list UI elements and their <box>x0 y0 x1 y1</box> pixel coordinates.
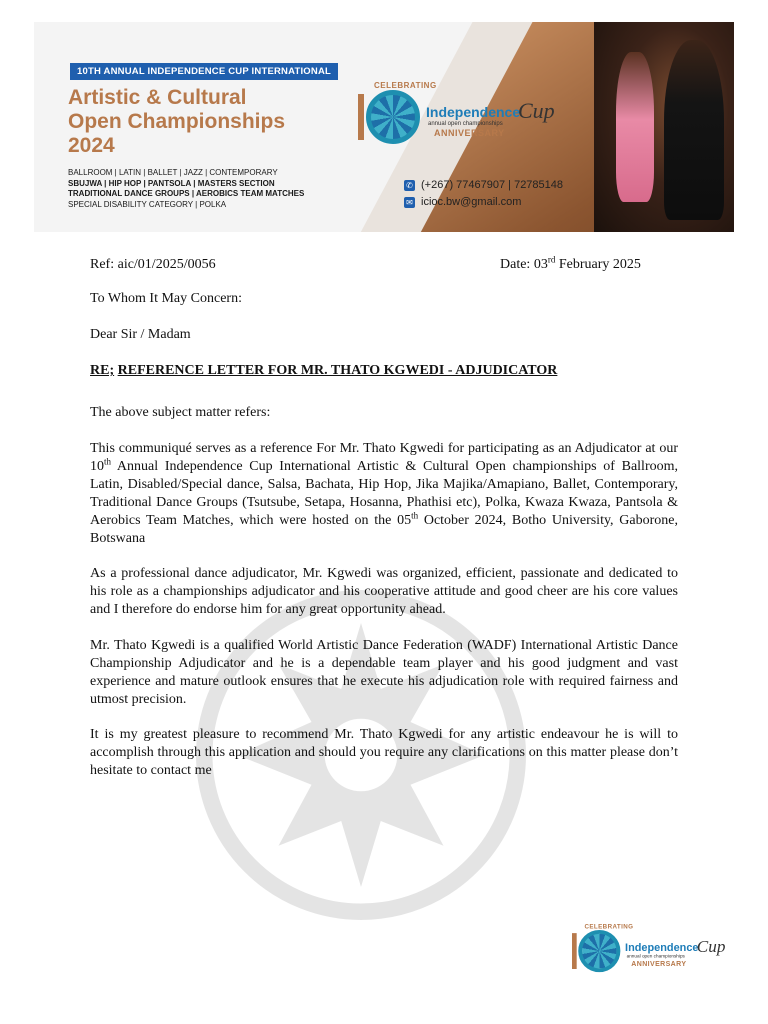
paragraph-recommendation: It is my greatest pleasure to recommend Mr. Thato Kgwedi for any artistic endeavour he is will to accomplish through this application and should you require any clarifications on this matter please don’t hesitate to contact me <box>90 727 678 778</box>
salutation: Dear Sir / Madam <box>90 327 191 342</box>
event-title <box>68 86 368 158</box>
header-banner <box>34 22 734 232</box>
subject-text: REFERENCE LETTER FOR MR. THATO KGWEDI - ADJUDICATOR <box>117 363 558 378</box>
logo-numeral-one <box>572 933 577 969</box>
paragraph-intro: The above subject matter refers: <box>90 405 271 420</box>
paragraph-text: Annual Independence Cup International Artistic & Cultural Open championships of Ballroom, Latin, Disabled/Special dance, Salsa, Bachata, Hip Hop, Jika Majika/Amapiano, Ballet, Contemporary, Traditional Dance Groups (Tsutsube, Setapa, Hosanna, Phathisi etc), Polka, Kwaza Kwaza, Pantsola & Aerobics Team Matches, which were hosted on the 05 <box>90 459 678 528</box>
dancers-photo <box>594 22 734 232</box>
category-line: BALLROOM | LATIN | BALLET | JAZZ | CONTEMPORARY <box>68 168 278 177</box>
event-title-line: 2024 <box>68 134 115 157</box>
subject-line <box>90 362 557 380</box>
email-address: icioc.bw@gmail.com <box>421 196 522 208</box>
addressee: To Whom It May Concern: <box>90 291 242 306</box>
logo-cup: Cup <box>696 936 726 956</box>
letter-date <box>500 256 641 274</box>
date-prefix: Date: 03 <box>500 257 548 272</box>
event-title-line: Open Championships <box>68 110 286 133</box>
logo-ring-icon <box>366 90 420 144</box>
date-superscript: rd <box>547 254 556 265</box>
paragraph-text: October 2024, Botho University, Gaborone, Botswana <box>90 513 678 546</box>
paragraph-text: This communiqué serves as a reference For Mr. Thato Kgwedi for participating as an Adjudicator at our 10 <box>90 441 678 474</box>
superscript: th <box>104 456 112 467</box>
logo-name: Independence <box>426 104 521 120</box>
event-title-line: Artistic & Cultural <box>68 86 247 109</box>
logo-ring-icon <box>578 930 620 972</box>
phone-number: (+267) 77467907 | 72785148 <box>421 179 564 191</box>
paragraph-professional: As a professional dance adjudicator, Mr. Kgwedi was organized, efficient, passionate and dedicated to his role as a championships adjudicator and his cooperative attitude and good cheer are his core values and I therefore do endorse him for any great opportunity ahead. <box>90 566 678 617</box>
mail-icon: ✉ <box>404 197 415 208</box>
contact-email <box>404 196 521 208</box>
superscript: th <box>411 510 419 521</box>
event-badge: 10TH ANNUAL INDEPENDENCE CUP INTERNATIONAL <box>70 63 338 80</box>
event-categories <box>68 168 368 210</box>
logo-subtitle: annual open championships <box>626 954 685 959</box>
logo-anniversary: ANNIVERSARY <box>434 128 505 138</box>
category-line: TRADITIONAL DANCE GROUPS | AEROBICS TEAM MATCHES <box>68 189 305 198</box>
logo-subtitle: annual open championships <box>428 121 503 127</box>
paragraph-communique <box>90 440 678 548</box>
category-line: SPECIAL DISABILITY CATEGORY | POLKA <box>68 199 227 209</box>
logo-anniversary: ANNIVERSARY <box>631 959 687 968</box>
logo-name: Independence <box>625 940 699 954</box>
contact-phone <box>404 179 563 191</box>
logo-celebrating: CELEBRATING <box>584 922 634 930</box>
subject-prefix: RE; <box>90 363 115 378</box>
dancer-female-figure <box>616 52 654 202</box>
category-line: SBUJWA | HIP HOP | PANTSOLA | MASTERS SECTION <box>68 178 275 188</box>
logo-celebrating: CELEBRATING <box>374 81 437 90</box>
logo-numeral-one <box>358 94 364 140</box>
logo-cup: Cup <box>518 98 555 123</box>
date-suffix: February 2025 <box>555 257 641 272</box>
dancer-male-figure <box>664 40 724 220</box>
paragraph-qualification: Mr. Thato Kgwedi is a qualified World Artistic Dance Federation (WADF) International Artistic Dance Championship Adjudicator and he is a dependable team player and his good judgment and vast experience and mature outlook ensures that he execute his adjudication role with required fairness and utmost precision. <box>90 638 678 707</box>
reference-number: Ref: aic/01/2025/0056 <box>90 257 216 272</box>
phone-icon: ✆ <box>404 180 415 191</box>
